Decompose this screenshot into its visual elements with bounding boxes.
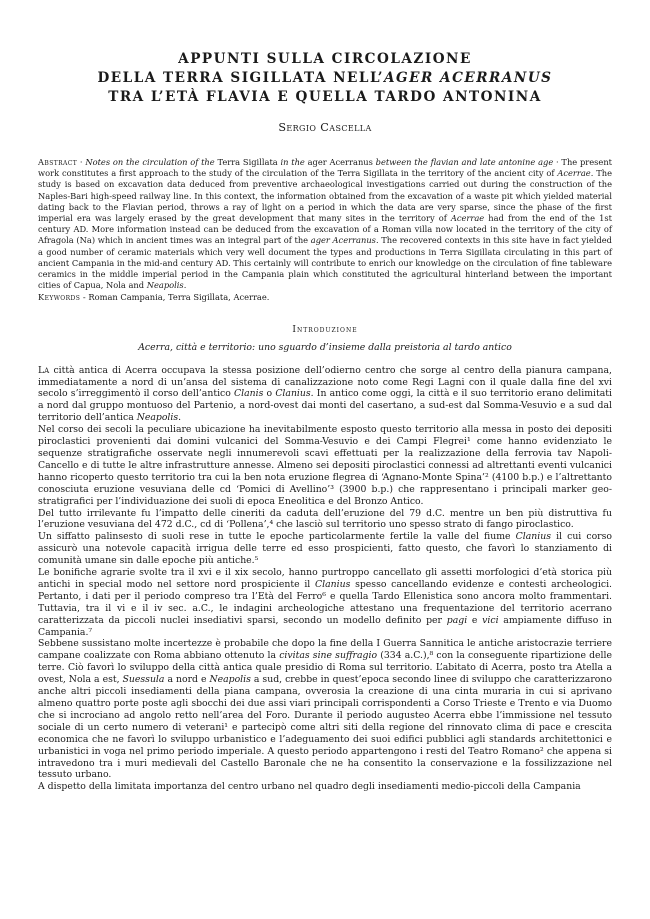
abstract-text-4: . The recovered contexts in this site have in fact yielded a good number of ceramic materials which very well document the types and productions in Terra Sigillata circulating in this part of ancient Campania in the mid-and century AD. This certainly will contribute to enrich our knowledge on the circulation of fine tableware ceramics in the middle imperial period in the Campania plain which constituted the agricultural hinterland between the important cities of Capua, Nola and (38, 235, 612, 291)
paragraph-1-text-c: . (178, 412, 182, 424)
article-title-line-1: APPUNTI SULLA CIRCOLAZIONE (178, 51, 472, 67)
abstract-title-f: between the flavian and late antonine age (375, 157, 554, 167)
abstract-title-a: Notes on the circulation of the (85, 157, 218, 167)
paragraph-6-neapolis: Neapolis (209, 674, 251, 686)
section-heading: Introduzione (292, 324, 358, 335)
abstract-title-d: ager (307, 157, 327, 167)
abstract-title-e: Acerranus (326, 157, 376, 167)
paragraph-2: Nel corso dei secoli la peculiare ubicazione ha inevitabilmente esposto questo territorio alla messa in posto dei depositi piroclastici provenienti dai domini vulcanici del Somma-Vesuvio e dei Campi Flegrei¹ come hanno evidenziato le sequenze stratigrafiche osservate negli innumerevoli scavi effettuati per la realizzazione della ferrovia tav Napoli-Cancello e di tutte le altre infrastrutture annesse. Almeno sei depositi piroclastici connessi ad altrettanti eventi vulcanici hanno ricoperto questo territorio tra cui la ben nota eruzione flegrea di ‘Agnano-Monte Spina’² (4100 b.p.) e l’altrettanto conosciuta eruzione vesuviana delle cd ‘Pomici di Avellino’³ (3900 b.p.) che rappresentano i principali marker geo-stratigrafici per l’individuazione dei suoli di epoca Eneolitica e del Bronzo Antico. (38, 424, 612, 507)
paragraph-6-text-a: Sebbene sussistano molte incertezze è probabile che dopo la fine della I Guerra Sannitica le antiche aristocrazie terriere campane coalizzate con Roma abbiano ottenuto la (38, 638, 612, 662)
paragraph-5-vici: vici (482, 614, 499, 626)
paragraph-1-clanis: Clanis (234, 388, 264, 400)
abstract-ager: ager Acerranus (310, 235, 376, 246)
paragraph-1-neapolis: Neapolis (136, 412, 179, 424)
paragraph-4 (38, 531, 612, 567)
author-name: Sergio Cascella (278, 121, 372, 134)
paragraph-6-text-c: a nord e (164, 674, 210, 686)
abstract-text-1: · The present work constitutes a first approach to the study of the circulation of the Terra Sigillata in the territory of the ancient city of (38, 157, 612, 179)
abstract-label: Abstract (38, 157, 78, 167)
paragraph-5-text-c: ampiamente diffuso in Campania.⁷ (38, 614, 612, 638)
keywords-label: Keywords (38, 292, 81, 303)
abstract-separator: · (77, 157, 86, 167)
paragraph-3: Del tutto irrilevante fu l’impatto delle cineriti da caduta dell’eruzione del 79 d.C. mentre un ben più distruttiva fu l’eruzione vesuviana del 472 d.C., cd di ‘Pollena’,⁴ che lasciò sul territorio uno spesso strato di fango piroclastico. (38, 507, 612, 531)
paragraph-1-text-a: città antica di Acerra occupava la stessa posizione dell’odierno centro che sorge al centro della pianura campana, immediatamente a nord di un’ansa del sistema di canalizzazione noto come Regi Lagni con il quale dalla fine del xvi secolo s’irreggimentò il corso dell’antico (38, 364, 612, 400)
body-text (38, 365, 612, 794)
paragraph-4-text-a: Un siffatto palinsesto di suoli rese in tutte le epoche particolarmente fertile la valle del fiume (38, 531, 516, 543)
abstract (38, 157, 612, 291)
paragraph-1-conj: o (263, 388, 276, 400)
abstract-acerrae-1: Acerrae (557, 168, 591, 179)
abstract-text-2: . The study is based on excavation data deduced from preventive archaeological investigations carried out during the construction of the Naples-Bari high-speed railway line. In this context, the information obtained from the excavation of a waste pit which yielded material dating back to the Flavian period, throws a ray of light on a period in which the data are very sparse, since the phase of the first imperial era was largely erased by the great development that many sites in the territory of (38, 168, 613, 224)
paragraph-4-text-b: il cui corso assicurò una notevole capacità irrigua delle terre ed esso prospicienti, fatto questo, che favorì lo stanziamento di comunità umane sin dalle epoche più antiche.⁵ (38, 531, 612, 567)
paragraph-6 (38, 638, 612, 781)
paragraph-5 (38, 567, 612, 638)
abstract-title-b: Terra Sigillata (217, 157, 278, 167)
title-line-2-italic: AGER ACERRANUS (383, 70, 553, 86)
paragraph-5-pagi: pagi (446, 614, 468, 626)
abstract-acerrae-2: Acerrae (450, 213, 485, 224)
paragraph-4-clanius: Clanius (515, 531, 551, 543)
keywords (38, 292, 612, 303)
abstract-title-c: in the (277, 157, 308, 167)
abstract-text-3: had from the end of the 1st century AD. More information instead can be deduced from the excavation of a Roman villa now located in the territory of the city of Afragola (Na) which in ancient times was an integral part of the (38, 213, 613, 246)
paragraph-1 (38, 365, 612, 425)
paragraph-6-suessula: Suessula (122, 674, 165, 686)
abstract-text-5: . (183, 280, 187, 291)
title-line-2-text: DELLA TERRA SIGILLATA NELL’ (97, 70, 384, 86)
paragraph-6-text-d: a sud, crebbe in quest’epoca secondo linee di sviluppo che caratterizzarono anche altri piccoli insediamenti della piana campana, ovverosia la creazione di una cinta muraria in cui si aprivano almeno quattro porte poste agli sbocchi dei due assi viari principali corrispondenti a Corso Trieste e Trento e via Duomo che si incrociano ad angolo retto nell’area del Foro. Durante il periodo augusteo Acerra ebbe l’immissione nel tessuto sociale di un certo numero di veterani¹ e partecipò come altri siti della regione del rinnovato clima di pace e crescita economica che ne favorì lo sviluppo urbanistico e l’adeguamento dei suoi edifici pubblici agli standards architettonici e urbanistici in voga nel primo periodo imperiale. A questo periodo appartengono i resti del Teatro Romano² che appena si intravedono tra i muri medievali del Castello Baronale che ne ha consentito la conservazione e la fossilizzazione nel tessuto urbano. (38, 674, 612, 781)
abstract-neapolis: Neapolis (146, 280, 184, 291)
paragraph-5-text-b: spesso cancellando evidenze e contesti archeologici. Pertanto, i dati per il periodo compreso tra l’Età del Ferro⁶ e quella Tardo Ellenistica sono ancora molto frammentari. Tuttavia, tra il vi e il iv sec. a.C., le indagini archeologiche attestano una frequentazione del territorio acerrano caratterizzata da piccoli nuclei insediativi sparsi, secondo un modello definito per (38, 578, 612, 626)
article-title-line-3: TRA L’ETÀ FLAVIA E QUELLA TARDO ANTONINA (108, 89, 542, 105)
paragraph-5-text-a: Le bonifiche agrarie svolte tra il xvi e il xix secolo, hanno purtroppo cancellato gli assetti morfologici d’età storica più antichi in special modo nel settore nord prospiciente il (38, 567, 612, 590)
section-subheading: Acerra, città e territorio: uno sguardo d’insieme dalla preistoria al tardo antico (138, 341, 512, 353)
paragraph-5-clanius: Clanius (315, 578, 351, 590)
paragraph-6-text-b: (334 a.C.),⁸ con la conseguente ripartizione delle terre. Ciò favorì lo sviluppo della città antica quale presidio di Roma sul territorio. L’abitato di Acerra, posto tra Atella a ovest, Nola a est, (38, 650, 612, 686)
paragraph-1-text-b: . In antico come oggi, la città e il suo territorio erano delimitati a nord dal gruppo montuoso del Partenio, a nord-ovest dai monti del casertano, a sud-est dal Somma-Vesuvio e a sud dal territorio dell’antica (38, 388, 612, 424)
paragraph-1-clanius: Clanius (275, 388, 311, 400)
paragraph-6-civitas: civitas sine suffragio (279, 650, 378, 662)
keywords-text: - Roman Campania, Terra Sigillata, Acerrae. (80, 292, 270, 303)
paragraph-7: A dispetto della limitata importanza del centro urbano nel quadro degli insediamenti medio-piccoli della Campania (38, 781, 581, 793)
article-title-line-2 (38, 69, 612, 88)
paragraph-5-conj: e (467, 614, 483, 626)
paragraph-1-lead: La (38, 364, 50, 376)
